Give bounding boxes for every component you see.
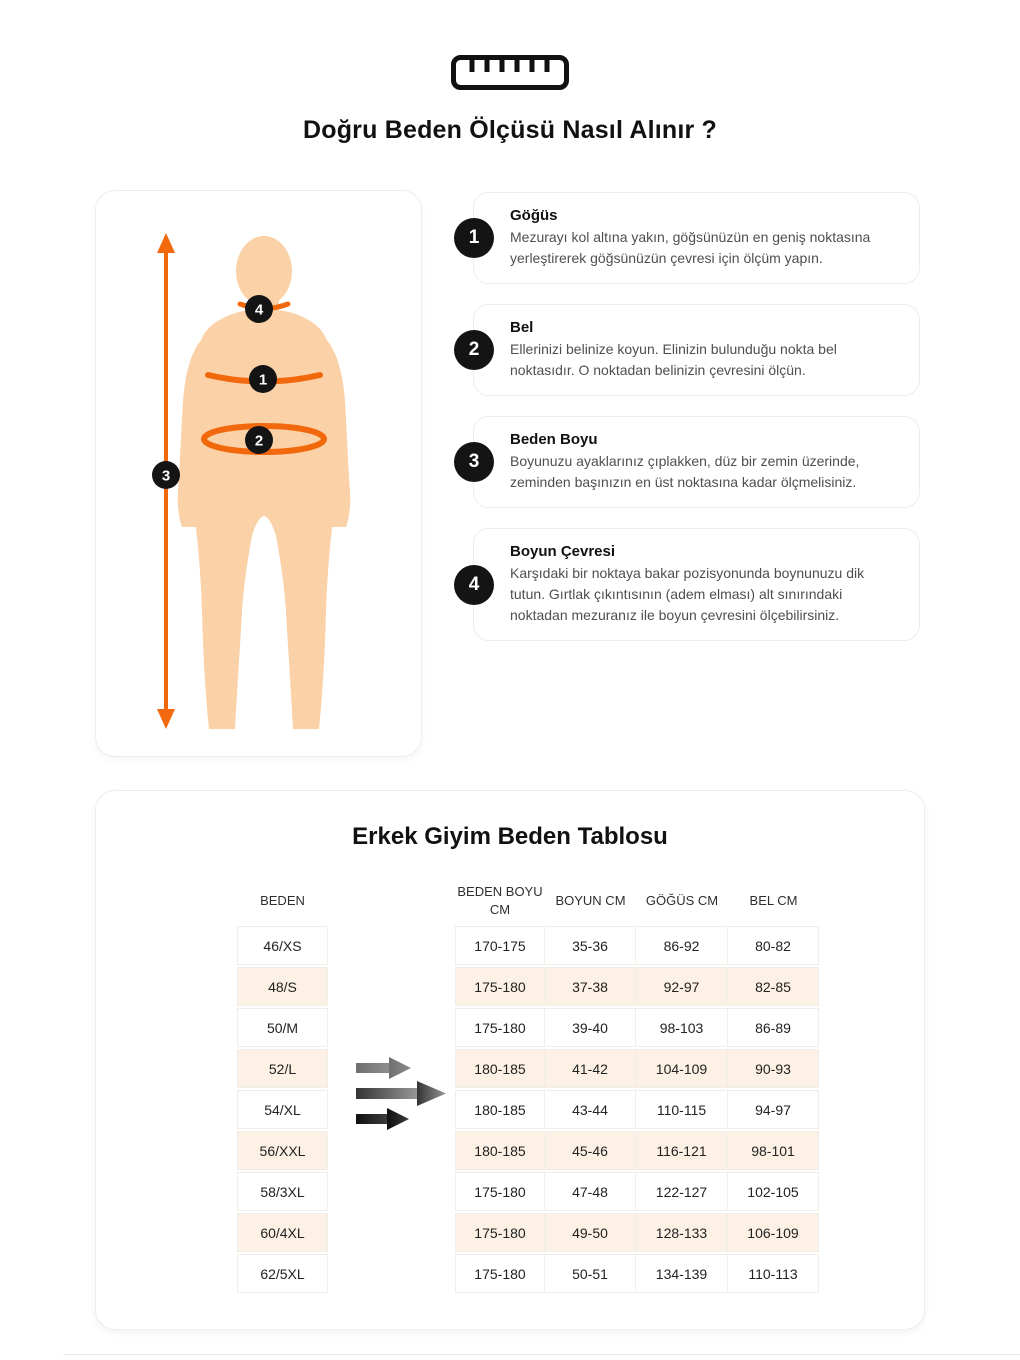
cell-value: 122-127 [636, 1172, 728, 1211]
size-table-rows [237, 926, 819, 1293]
cell-value: 110-113 [728, 1254, 819, 1293]
bottom-divider [63, 1354, 1020, 1355]
figure-point-4: 4 [254, 301, 264, 319]
table-row [237, 1090, 819, 1129]
instruction-text: Karşıdaki bir noktaya bakar pozisyonunda boynunuzu dik tutun. Gırtlak çıkıntısının (adem elması) alt sınırındaki noktadan mezuranız ile boyun çevresini ölçebilirsiniz. [510, 565, 865, 623]
instruction-card [468, 528, 920, 641]
cell-value: 98-103 [636, 1008, 728, 1047]
body-measurement-figure-card [95, 190, 422, 757]
cell-value: 41-42 [545, 1049, 636, 1088]
figure-point-2: 2 [254, 432, 264, 450]
body-figure [96, 191, 421, 756]
cell-value: 37-38 [545, 967, 636, 1006]
table-row [237, 1131, 819, 1170]
cell-value: 86-89 [728, 1008, 819, 1047]
table-row [237, 1172, 819, 1211]
step-number-badge: 3 [454, 442, 494, 482]
cell-value: 92-97 [636, 967, 728, 1006]
page-title: Doğru Beden Ölçüsü Nasıl Alınır ? [302, 116, 718, 144]
step-number-badge: 1 [454, 218, 494, 258]
cell-value: 39-40 [545, 1008, 636, 1047]
cell-beden: 50/M [237, 1008, 328, 1047]
col-header-boyun: BOYUN CM [555, 893, 626, 908]
instruction-card [468, 304, 920, 396]
cell-value: 180-185 [455, 1090, 545, 1129]
cell-value: 80-82 [728, 926, 819, 965]
cell-value: 90-93 [728, 1049, 819, 1088]
cell-beden: 58/3XL [237, 1172, 328, 1211]
cell-value: 110-115 [636, 1090, 728, 1129]
cell-value: 43-44 [545, 1090, 636, 1129]
table-row [237, 1008, 819, 1047]
size-table-header [237, 879, 819, 923]
cell-value: 175-180 [455, 1172, 545, 1211]
cell-value: 49-50 [545, 1213, 636, 1252]
table-row [237, 1049, 819, 1088]
step-number-badge: 2 [454, 330, 494, 370]
cell-value: 98-101 [728, 1131, 819, 1170]
size-table-card [95, 790, 925, 1330]
cell-value: 102-105 [728, 1172, 819, 1211]
cell-value: 47-48 [545, 1172, 636, 1211]
size-table-title: Erkek Giyim Beden Tablosu [352, 823, 668, 850]
col-header-beden: BEDEN [260, 893, 305, 908]
ruler-icon [0, 54, 1020, 96]
header [0, 0, 1020, 145]
cell-value: 170-175 [455, 926, 545, 965]
cell-value: 175-180 [455, 1213, 545, 1252]
cell-value: 50-51 [545, 1254, 636, 1293]
cell-value: 45-46 [545, 1131, 636, 1170]
cell-beden: 62/5XL [237, 1254, 328, 1293]
col-header-bel: BEL CM [749, 893, 798, 908]
instruction-card [468, 416, 920, 508]
cell-value: 82-85 [728, 967, 819, 1006]
table-row [237, 1254, 819, 1293]
table-row [237, 926, 819, 965]
instruction-title: Bel [510, 319, 534, 336]
figure-point-3: 3 [161, 467, 171, 485]
instruction-cards [468, 192, 920, 641]
size-table [237, 879, 819, 1293]
cell-value: 175-180 [455, 1008, 545, 1047]
table-row [237, 1213, 819, 1252]
cell-value: 175-180 [455, 1254, 545, 1293]
cell-value: 180-185 [455, 1049, 545, 1088]
cell-beden: 48/S [237, 967, 328, 1006]
figure-point-1: 1 [258, 371, 268, 389]
cell-value: 94-97 [728, 1090, 819, 1129]
cell-beden: 60/4XL [237, 1213, 328, 1252]
cell-beden: 46/XS [237, 926, 328, 965]
cell-value: 86-92 [636, 926, 728, 965]
step-number-badge: 4 [454, 565, 494, 605]
col-header-beden-boyu: BEDEN BOYU CM [457, 884, 543, 917]
instruction-title: Göğüs [510, 207, 558, 224]
cell-value: 116-121 [636, 1131, 728, 1170]
cell-value: 106-109 [728, 1213, 819, 1252]
cell-beden: 54/XL [237, 1090, 328, 1129]
cell-value: 134-139 [636, 1254, 728, 1293]
cell-value: 35-36 [545, 926, 636, 965]
size-arrows-icon [354, 1055, 449, 1130]
col-header-gogus: GÖĞÜS CM [645, 893, 719, 908]
cell-value: 104-109 [636, 1049, 728, 1088]
cell-beden: 52/L [237, 1049, 328, 1088]
instruction-text: Boyunuzu ayaklarınız çıplakken, düz bir zemin üzerinde, zeminden başınızın en üst noktasına kadar ölçmelisiniz. [510, 453, 860, 490]
table-row [237, 967, 819, 1006]
cell-beden: 56/XXL [237, 1131, 328, 1170]
cell-value: 175-180 [455, 967, 545, 1006]
instruction-card [468, 192, 920, 284]
cell-value: 180-185 [455, 1131, 545, 1170]
cell-value: 128-133 [636, 1213, 728, 1252]
instruction-title: Beden Boyu [510, 431, 598, 448]
instruction-text: Mezurayı kol altına yakın, göğsünüzün en geniş noktasına yerleştirerek göğsünüzün çevresi için ölçüm yapın. [510, 229, 871, 266]
instruction-text: Ellerinizi belinize koyun. Elinizin bulunduğu nokta bel noktasıdır. O noktadan belinizin çevresini ölçün. [510, 341, 837, 378]
instruction-title: Boyun Çevresi [510, 543, 616, 560]
